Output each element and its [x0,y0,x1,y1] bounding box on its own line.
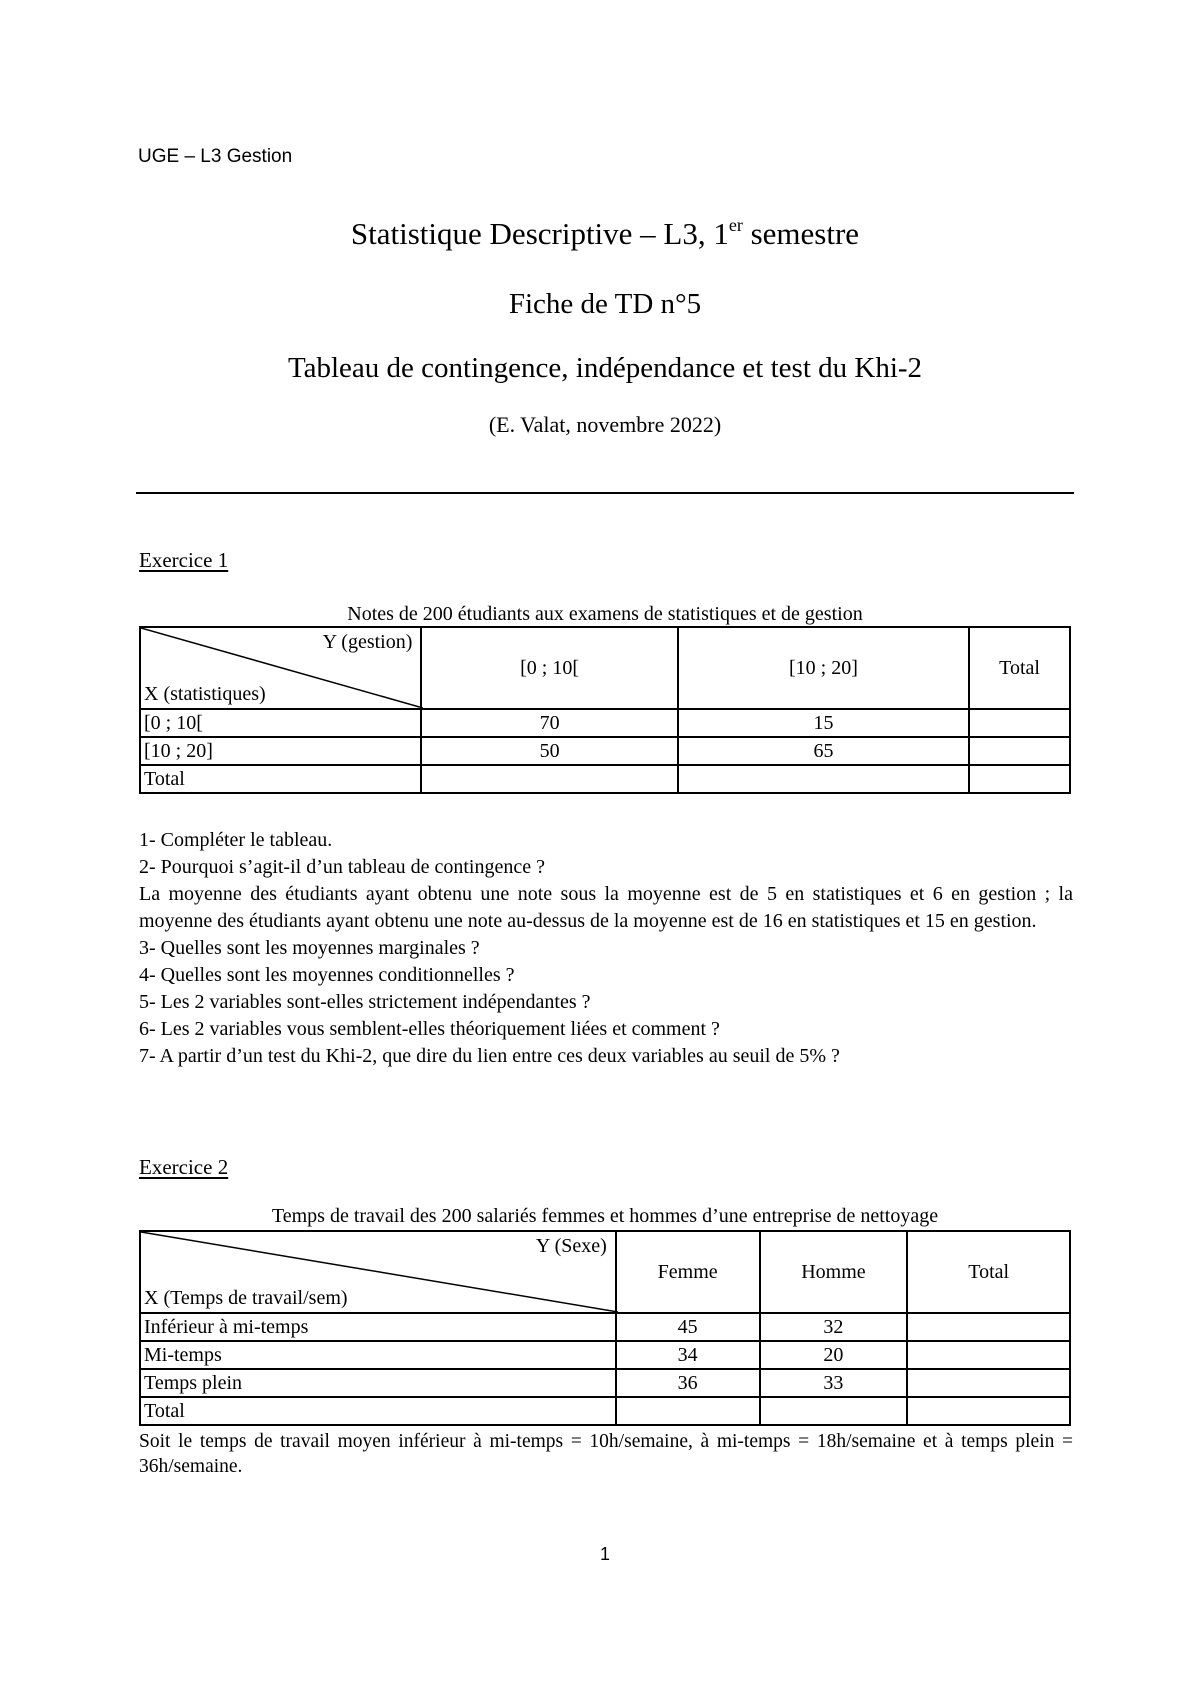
table-cell: 20 [760,1341,908,1369]
author-date: (E. Valat, novembre 2022) [488,412,722,437]
document-header: UGE – L3 Gestion [138,146,293,167]
table-cell: 32 [760,1313,908,1341]
table-cell [760,1397,908,1425]
column-header: Homme [760,1231,908,1313]
question-line: 2- Pourquoi s’agit-il d’un tableau de contingence ? [139,856,545,878]
table-cell [907,1341,1070,1369]
row-label: Inférieur à mi-temps [140,1313,616,1341]
horizontal-rule [136,492,1074,494]
table-row [140,709,1070,737]
column-header: [10 ; 20] [678,627,969,709]
table-cell: 36 [616,1369,760,1397]
corner-x-label: X (statistiques) [144,683,266,705]
table-row [140,1369,1070,1397]
course-title-superscript: er [728,215,743,235]
exercise-2-title: Exercice 2 [139,1155,229,1179]
column-header: [0 ; 10[ [421,627,677,709]
table-cell: 70 [421,709,677,737]
corner-x-label: X (Temps de travail/sem) [144,1287,348,1309]
row-label: [10 ; 20] [140,737,421,765]
corner-y-label: Y (Sexe) [535,1235,607,1257]
exercise-1-questions [139,827,1073,1070]
exercise-1-table-caption: Notes de 200 étudiants aux examens de statistiques et de gestion [347,603,863,625]
question-line: 6- Les 2 variables vous semblent-elles théoriquement liées et comment ? [139,1018,720,1040]
contingency-table-2 [139,1230,1071,1426]
table-cell: 45 [616,1313,760,1341]
corner-y-label: Y (gestion) [322,631,413,653]
exercise-2-table-caption: Temps de travail des 200 salariés femmes et hommes d’une entreprise de nettoyage [271,1205,939,1227]
contingency-table-1 [139,626,1071,794]
table-row [140,1397,1070,1425]
column-header: Total [969,627,1070,709]
exercise-2-statement [139,1429,1073,1479]
worksheet-subject: Tableau de contingence, indépendance et test du Khi-2 [287,352,923,384]
table-cell: 50 [421,737,677,765]
table-row [140,765,1070,793]
course-title-end: semestre [742,216,860,251]
table-cell: 15 [678,709,969,737]
table-cell [907,1313,1070,1341]
table-row [140,1341,1070,1369]
course-title-main: Statistique Descriptive – L3, 1 [350,216,729,251]
table-cell: 34 [616,1341,760,1369]
course-title [0,216,1200,252]
table-cell: 65 [678,737,969,765]
row-label: [0 ; 10[ [140,709,421,737]
statement-paragraph: Soit le temps de travail moyen inférieur à mi-temps = 10h/semaine, à mi-temps = 18h/semaine et à temps plein = 36h/semaine. [139,1431,1073,1477]
table-cell [969,765,1070,793]
table-cell: 33 [760,1369,908,1397]
row-label: Total [140,765,421,793]
table-row [140,737,1070,765]
table-row [140,1313,1070,1341]
column-header: Femme [616,1231,760,1313]
question-line: 7- A partir d’un test du Khi-2, que dire du lien entre ces deux variables au seuil de 5% ? [139,1045,840,1067]
row-label: Total [140,1397,616,1425]
table-cell [421,765,677,793]
question-line: 4- Quelles sont les moyennes conditionnelles ? [139,964,515,986]
question-line: 5- Les 2 variables sont-elles strictement indépendantes ? [139,991,591,1013]
worksheet-number: Fiche de TD n°5 [508,288,702,320]
page-number: 1 [599,1544,610,1564]
exercise-1-title: Exercice 1 [139,548,229,572]
table-cell [969,737,1070,765]
table-cell [907,1397,1070,1425]
question-line: 1- Compléter le tableau. [139,829,333,851]
corner-cell [140,1231,616,1313]
table-cell [616,1397,760,1425]
table-cell [678,765,969,793]
row-label: Temps plein [140,1369,616,1397]
statement-paragraph: La moyenne des étudiants ayant obtenu une note sous la moyenne est de 5 en statistiques et 6 en gestion ; la moyenne des étudiants ayant obtenu une note au-dessus de la moyenne est de 16 en statistiques et 15 en gestion. [139,883,1073,932]
question-line: 3- Quelles sont les moyennes marginales ? [139,937,480,959]
column-header: Total [907,1231,1070,1313]
row-label: Mi-temps [140,1341,616,1369]
corner-cell [140,627,421,709]
table-cell [907,1369,1070,1397]
table-cell [969,709,1070,737]
